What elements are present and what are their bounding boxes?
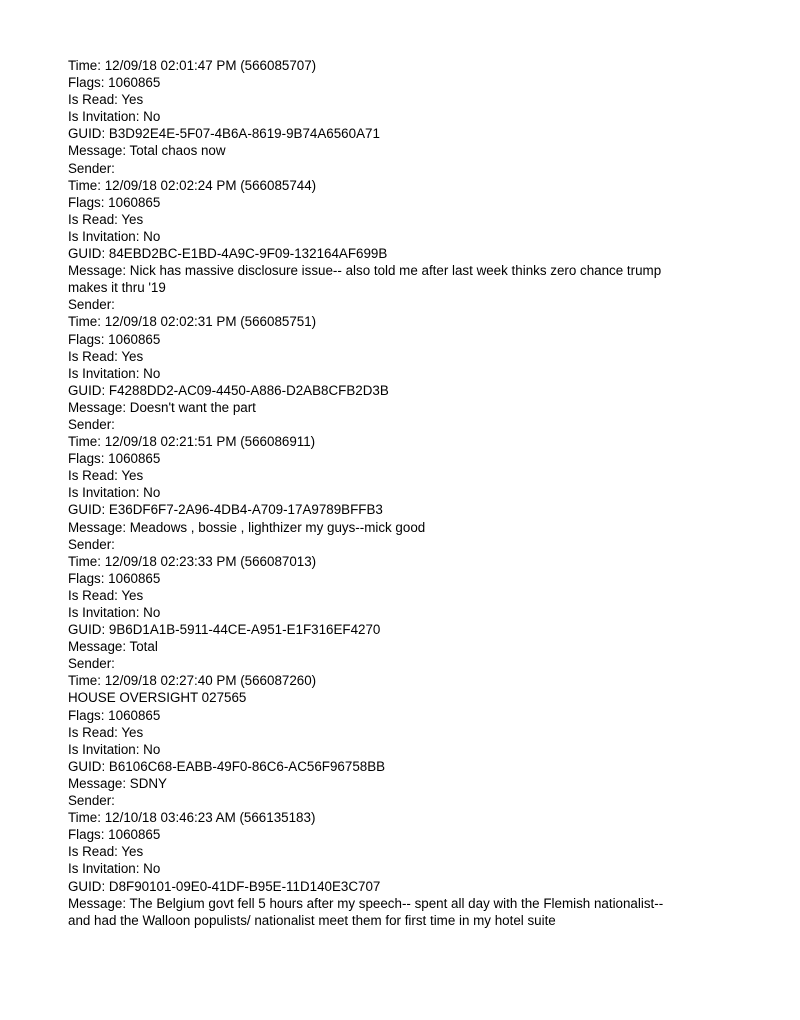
time-line: Time: 12/10/18 03:46:23 AM (566135183): [68, 810, 316, 826]
is-read-line: Is Read: Yes: [68, 724, 144, 740]
time-line: Time: 12/09/18 02:01:47 PM (566085707): [68, 58, 317, 73]
flags-line: Flags: 1060865: [68, 570, 161, 586]
time-line: Time: 12/09/18 02:02:31 PM (566085751): [68, 314, 317, 330]
sender-line: Sender:: [68, 160, 115, 176]
message-record: [68, 177, 708, 314]
is-read-line: Is Read: Yes: [68, 844, 144, 860]
guid-line: GUID: F4288DD2-AC09-4450-A886-D2AB8CFB2D3B: [68, 382, 389, 398]
message-record: [68, 313, 708, 433]
message-line: Message: The Belgium govt fell 5 hours after my speech-- spent all day with the Flemish nationalist-- and had the Walloon populists/ nationalist meet them for first time in my hotel suite: [68, 895, 667, 928]
message-line: Message: Total: [68, 639, 158, 655]
sender-line: Sender:: [68, 297, 115, 313]
flags-line: Flags: 1060865: [68, 827, 161, 843]
message-record: [68, 553, 708, 673]
message-record: [68, 809, 708, 929]
message-record: [68, 433, 708, 553]
sender-line: Sender:: [68, 416, 115, 432]
message-line: Message: SDNY: [68, 775, 167, 791]
is-read-line: Is Read: Yes: [68, 587, 144, 603]
message-line: Message: Nick has massive disclosure issue-- also told me after last week thinks zero chance trump makes it thru '19: [68, 263, 665, 296]
message-record: [68, 672, 708, 809]
message-line: Message: Total chaos now: [68, 143, 226, 159]
is-read-line: Is Read: Yes: [68, 348, 144, 364]
is-invitation-line: Is Invitation: No: [68, 741, 161, 757]
guid-line: GUID: 84EBD2BC-E1BD-4A9C-9F09-132164AF699B: [68, 246, 388, 262]
time-line: Time: 12/09/18 02:02:24 PM (566085744): [68, 177, 317, 193]
is-read-line: Is Read: Yes: [68, 468, 144, 484]
is-invitation-line: Is Invitation: No: [68, 861, 161, 877]
message-record: [68, 57, 708, 177]
guid-line: GUID: 9B6D1A1B-5911-44CE-A951-E1F316EF4270: [68, 622, 381, 638]
time-line: Time: 12/09/18 02:23:33 PM (566087013): [68, 553, 317, 569]
message-line: Message: Meadows , bossie , lighthizer my guys--mick good: [68, 519, 426, 535]
sender-line: Sender:: [68, 536, 115, 552]
time-line: Time: 12/09/18 02:21:51 PM (566086911): [68, 434, 316, 450]
is-invitation-line: Is Invitation: No: [68, 365, 161, 381]
guid-line: GUID: B3D92E4E-5F07-4B6A-8619-9B74A6560A71: [68, 126, 380, 142]
guid-line: GUID: B6106C68-EABB-49F0-86C6-AC56F96758BB: [68, 758, 386, 774]
flags-line: Flags: 1060865: [68, 707, 161, 723]
flags-line: Flags: 1060865: [68, 75, 161, 91]
is-read-line: Is Read: Yes: [68, 211, 144, 227]
time-line: Time: 12/09/18 02:27:40 PM (566087260): [68, 673, 317, 689]
is-invitation-line: Is Invitation: No: [68, 605, 161, 620]
message-log: [68, 57, 708, 929]
bates-footer: HOUSE OVERSIGHT 027565: [68, 690, 247, 706]
flags-line: Flags: 1060865: [68, 194, 161, 210]
flags-line: Flags: 1060865: [68, 451, 161, 467]
is-invitation-line: Is Invitation: No: [68, 109, 161, 125]
guid-line: GUID: E36DF6F7-2A96-4DB4-A709-17A9789BFFB3: [68, 502, 383, 518]
is-invitation-line: Is Invitation: No: [68, 228, 161, 244]
flags-line: Flags: 1060865: [68, 331, 161, 347]
guid-line: GUID: D8F90101-09E0-41DF-B95E-11D140E3C707: [68, 878, 381, 894]
sender-line: Sender:: [68, 793, 115, 809]
sender-line: Sender:: [68, 656, 115, 672]
is-invitation-line: Is Invitation: No: [68, 485, 161, 501]
message-line: Message: Doesn't want the part: [68, 399, 256, 415]
is-read-line: Is Read: Yes: [68, 92, 144, 108]
